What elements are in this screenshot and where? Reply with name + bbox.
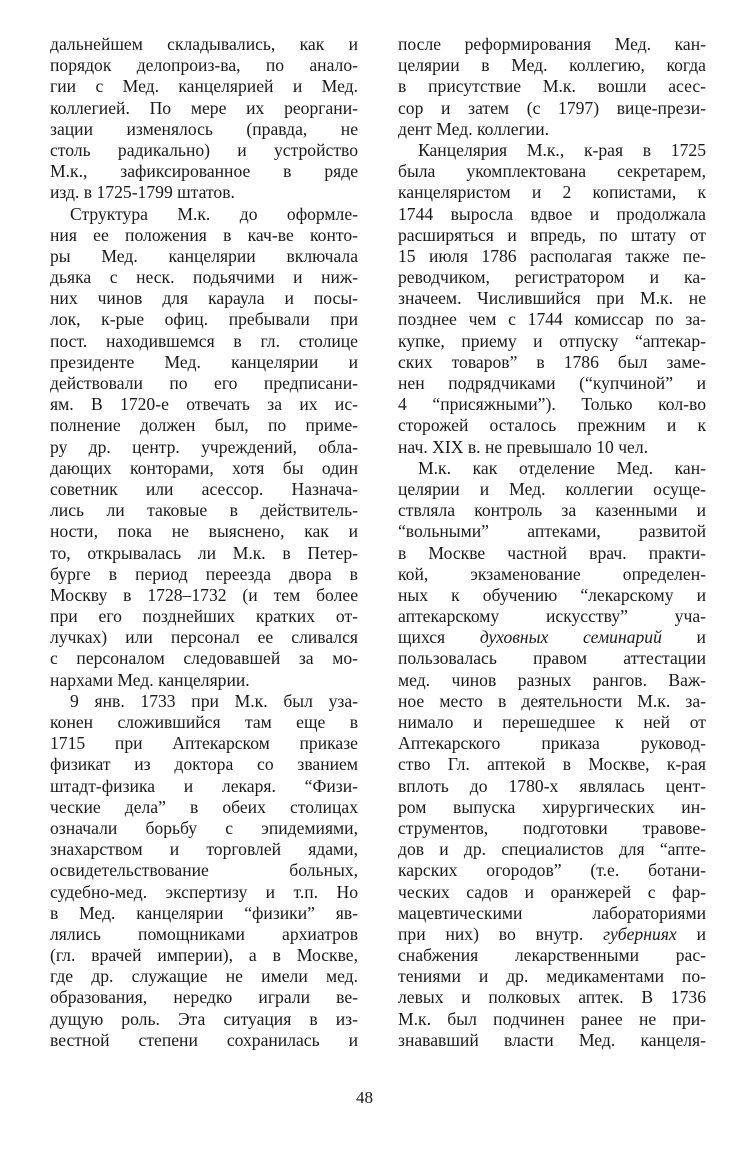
text-line: освидетельствование больных, bbox=[50, 860, 358, 881]
text-line: нархами Мед. канцелярии. bbox=[50, 669, 250, 690]
text-line: целярии в Мед. коллегию, когда bbox=[398, 55, 706, 76]
text-line: знававший власти Мед. канцеля- bbox=[398, 1029, 706, 1050]
text-line: 1744 выросла вдвое и продолжала bbox=[398, 203, 706, 224]
text-segment: при них) во внутр. bbox=[398, 923, 604, 944]
text-line: дент Мед. коллегии. bbox=[398, 118, 550, 139]
text-line: лись ли таковые в действитель- bbox=[50, 500, 358, 521]
paragraph bbox=[398, 34, 706, 140]
italic-term: духовных семинарий bbox=[479, 627, 662, 648]
text-line: левых и полковых аптек. В 1736 bbox=[398, 987, 706, 1008]
text-line: штадт-физика и лекаря. “Физи- bbox=[50, 775, 358, 796]
text-line: нимало и перешедшее к ней от bbox=[398, 712, 706, 732]
text-line: ру др. центр. учреждений, обла- bbox=[50, 436, 358, 457]
text-line: вплоть до 1780-х являлась цент- bbox=[398, 775, 706, 796]
text-line: бурге в период переезда двора в bbox=[50, 563, 358, 584]
text-line: нен подрядчиками (“купчиной” и bbox=[398, 373, 706, 393]
text-line: ния ее положения в кач-ве конто- bbox=[50, 224, 358, 245]
paragraph bbox=[50, 34, 358, 204]
text-line: 9 янв. 1733 при М.к. был уза- bbox=[70, 690, 358, 711]
text-line: физикат из доктора со званием bbox=[50, 754, 358, 775]
text-line: ческие дела” в обеих столицах bbox=[50, 796, 358, 817]
text-line: сторожей осталось прежним и к bbox=[398, 415, 706, 436]
text-line: расширяться и впредь, по штату от bbox=[398, 224, 706, 245]
text-line: действовали по его предписани- bbox=[50, 373, 358, 393]
text-line: президенте Мед. канцелярии и bbox=[50, 351, 358, 372]
text-line: пост. находившемся в гл. столице bbox=[50, 330, 358, 351]
text-line: лучках) или персонал ее сливался bbox=[50, 627, 358, 648]
text-line: конен сложившийся там еще в bbox=[50, 712, 358, 732]
text-line: лялись помощниками архиатров bbox=[50, 923, 358, 944]
text-line bbox=[398, 924, 706, 945]
text-line: 1715 при Аптекарском приказе bbox=[50, 733, 358, 754]
text-line: тениями и др. медикаментами по- bbox=[398, 966, 706, 987]
text-line: изд. в 1725-1799 штатов. bbox=[50, 182, 235, 203]
text-line: аптекарскому искусству” уча- bbox=[398, 606, 706, 627]
text-line: Канцелярия М.к., к-рая в 1725 bbox=[418, 139, 706, 160]
text-line: ство Гл. аптекой в Москве, к-рая bbox=[398, 754, 706, 775]
text-line: в Мед. канцелярии “физики” яв- bbox=[50, 902, 358, 923]
text-line: значеем. Числившийся при М.к. не bbox=[398, 288, 706, 309]
text-line: сор и затем (с 1797) вице-прези- bbox=[398, 97, 706, 118]
text-line: них чинов для караула и посы- bbox=[50, 288, 358, 309]
text-line: лок, к-рые офиц. пребывали при bbox=[50, 309, 358, 330]
text-line: нач. XIX в. не превышало 10 чел. bbox=[398, 436, 649, 457]
text-column-right bbox=[398, 34, 706, 1051]
text-line: означали борьбу с эпидемиями, bbox=[50, 817, 358, 838]
text-line: полнение должен был, по приме- bbox=[50, 415, 358, 436]
text-line: была укомплектована секретарем, bbox=[398, 161, 706, 182]
text-line: зации изменялось (правда, не bbox=[50, 118, 358, 139]
text-line: ры Мед. канцелярии включала bbox=[50, 245, 358, 266]
text-line: купке, приему и отпуску “аптекар- bbox=[398, 330, 706, 351]
paragraph bbox=[398, 140, 706, 458]
text-line: ям. В 1720-е отвечать за их ис- bbox=[50, 394, 358, 415]
text-line: дальнейшем складывались, как и bbox=[50, 34, 358, 54]
text-line: знахарством и торговлей ядами, bbox=[50, 839, 358, 860]
text-line: при его позднейших кратких от- bbox=[50, 606, 358, 627]
text-line: ром выпуска хирургических ин- bbox=[398, 796, 706, 817]
text-column-left bbox=[50, 34, 358, 1051]
text-line: образования, нередко играли ве- bbox=[50, 987, 358, 1008]
text-line: снабжения лекарственными рас- bbox=[398, 945, 706, 966]
text-line: Москву в 1728–1732 (и тем более bbox=[50, 584, 358, 605]
text-line: Структура М.к. до оформле- bbox=[70, 203, 358, 224]
text-segment: щихся bbox=[398, 627, 480, 648]
text-line: вестной степени сохранилась и bbox=[50, 1029, 358, 1050]
text-line bbox=[398, 627, 706, 648]
text-line: ческих садов и оранжерей с фар- bbox=[398, 881, 706, 902]
paragraph bbox=[50, 204, 358, 691]
text-line: 15 июля 1786 располагая также пе- bbox=[398, 245, 706, 266]
text-line: пользовалась правом аттестации bbox=[398, 648, 706, 669]
text-line: порядок делопроиз-ва, по анало- bbox=[50, 55, 358, 76]
text-line: то, открывалась ли М.к. в Петер- bbox=[50, 542, 358, 563]
text-line: советник или асессор. Назнача- bbox=[50, 478, 358, 499]
text-line: целярии и Мед. коллегии осуще- bbox=[398, 478, 706, 499]
text-line: кой, экзаменование определен- bbox=[398, 563, 706, 584]
text-segment: и bbox=[661, 627, 706, 648]
text-line: мед. чинов разных рангов. Важ- bbox=[398, 669, 706, 690]
text-line: (гл. врачей империи), а в Москве, bbox=[50, 945, 358, 966]
text-line: “вольными” аптеками, развитой bbox=[398, 521, 706, 542]
text-line: дьяка с неск. подьячими и ниж- bbox=[50, 267, 358, 288]
text-line: ных к обучению “лекарскому и bbox=[398, 584, 706, 605]
paragraph bbox=[50, 691, 358, 1051]
text-line: где др. служащие не имели мед. bbox=[50, 966, 358, 987]
text-line: струментов, подготовки травове- bbox=[398, 817, 706, 838]
text-line: в Москве частной врач. практи- bbox=[398, 542, 706, 563]
text-segment: и bbox=[676, 923, 706, 944]
text-line: мацевтическими лабораториями bbox=[398, 902, 706, 923]
text-line: ное место в деятельности М.к. за- bbox=[398, 690, 706, 711]
paragraph bbox=[398, 458, 706, 1051]
text-line: столь радикально) и устройство bbox=[50, 139, 358, 160]
text-line: Аптекарского приказа руковод- bbox=[398, 733, 706, 754]
text-line: позднее чем с 1744 комиссар по за- bbox=[398, 309, 706, 330]
text-line: дающих конторами, хотя бы один bbox=[50, 457, 358, 478]
text-line: М.к. был подчинен ранее не при- bbox=[398, 1008, 706, 1029]
text-line: 4 “присяжными”). Только кол-во bbox=[398, 394, 706, 415]
text-line: после реформирования Мед. кан- bbox=[398, 34, 706, 54]
text-line: ности, пока не выяснено, как и bbox=[50, 521, 358, 542]
text-line: с персоналом следовавшей за мо- bbox=[50, 648, 358, 669]
text-line: М.к. как отделение Мед. кан- bbox=[418, 457, 706, 478]
text-line: судебно-мед. экспертизу и т.п. Но bbox=[50, 881, 358, 902]
text-line: дов и др. специалистов для “апте- bbox=[398, 839, 706, 860]
text-line: коллегией. По мере их реоргани- bbox=[50, 97, 358, 118]
text-line: М.к., зафиксированное в ряде bbox=[50, 161, 358, 182]
text-line: ских товаров” в 1786 был заме- bbox=[398, 351, 706, 372]
text-line: в присутствие М.к. вошли асес- bbox=[398, 76, 706, 97]
text-line: карских огородов” (т.е. ботани- bbox=[398, 860, 706, 881]
text-line: ствляла контроль за казенными и bbox=[398, 500, 706, 521]
page-number: 48 bbox=[356, 1088, 373, 1107]
text-line: дущую роль. Эта ситуация в из- bbox=[50, 1008, 358, 1029]
italic-term: губерниях bbox=[603, 923, 677, 944]
text-line: канцеляристом и 2 копистами, к bbox=[398, 182, 706, 203]
text-line: гии с Мед. канцелярией и Мед. bbox=[50, 76, 358, 97]
text-line: реводчиком, регистратором и ка- bbox=[398, 267, 706, 288]
